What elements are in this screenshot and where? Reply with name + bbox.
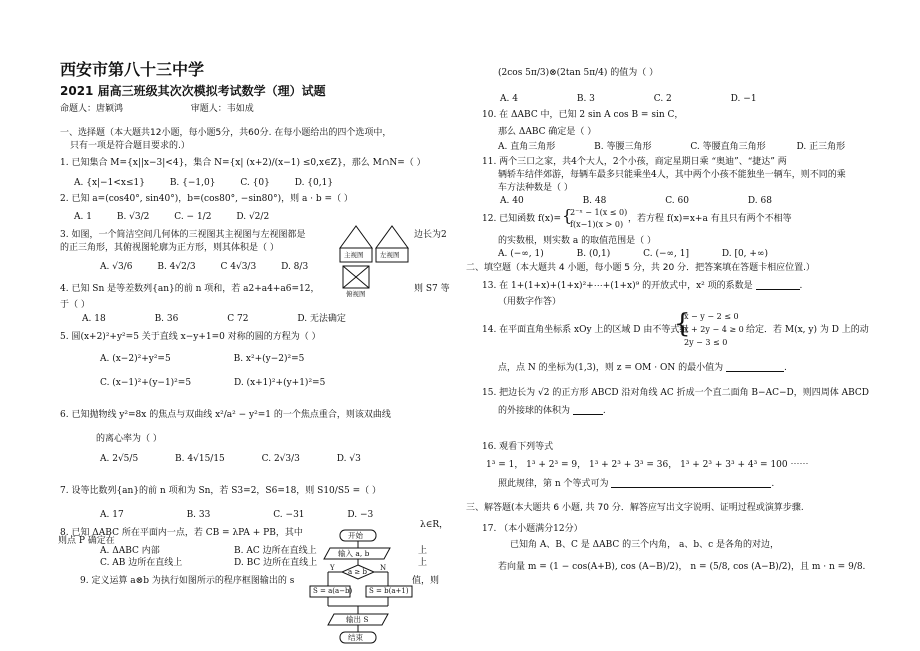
q14-sys1: x − y − 2 ≤ 0 bbox=[684, 312, 739, 321]
q8-option-b[interactable]: B. AC 边所在直线上 bbox=[234, 546, 317, 556]
q6-option-d[interactable]: D. √3 bbox=[336, 454, 361, 464]
author: 命题人：唐颖鸿 bbox=[60, 104, 124, 114]
q8-stem2: 则点 P 确定在 bbox=[58, 536, 115, 546]
q6-stem: 6. 已知抛物线 y²=8x 的焦点与双曲线 x²/a² − y²=1 的一个焦点重合，则该双曲线 bbox=[60, 410, 391, 420]
q13-note: （用数字作答） bbox=[498, 297, 562, 307]
q1-option-b[interactable]: B. {−1,0} bbox=[169, 178, 216, 188]
q14-stem2-line bbox=[498, 362, 787, 374]
q4-stem: 4. 已知 Sn 是等差数列{an}的前 n 项和，若 a2+a4+a6=12， bbox=[60, 284, 320, 294]
q1-stem: 1. 已知集合 M={x||x−3|<4}，集合 N={x| (x+2)/(x−1) ≤0,x∈Z}，那么 M∩N=（ ） bbox=[60, 158, 426, 168]
section1-heading2: 只有一项是符合题目要求的.） bbox=[70, 141, 190, 151]
q8-option-d[interactable]: D. BC 边所在直线上 bbox=[234, 558, 318, 568]
q8-stem: 8. 已知 ΔABC 所在平面内一点，若 CB = λPA + PB，其中 bbox=[60, 528, 303, 538]
q10-options bbox=[498, 142, 867, 153]
q5-option-b[interactable]: B. x²+(y−2)²=5 bbox=[233, 354, 305, 364]
q11-option-a[interactable]: A. 40 bbox=[500, 196, 524, 206]
q8-option-d-tail: 上 bbox=[418, 558, 428, 568]
q5-option-d[interactable]: D. (x+1)²+(y+1)²=5 bbox=[233, 378, 326, 388]
q9b-option-b[interactable]: B. 3 bbox=[576, 94, 595, 104]
q12-brace: { bbox=[562, 206, 573, 225]
q10-option-c[interactable]: C. 等腰直角三角形 bbox=[690, 142, 766, 152]
q12-stem-tail: ，若方程 f(x)=x+a 有且只有两个不相等 bbox=[628, 214, 792, 224]
q12-options bbox=[498, 249, 790, 260]
q1-option-c[interactable]: C. {0} bbox=[240, 178, 270, 188]
flow-end: 结束 bbox=[348, 633, 363, 642]
q9-stem: 9. 定义运算 a⊗b 为执行如图所示的程序框图输出的 s bbox=[80, 576, 295, 586]
q6-option-b[interactable]: B. 4√15/15 bbox=[175, 454, 225, 464]
q13-tail: . bbox=[799, 281, 803, 291]
q12-stem2: 的实数根，则实数 a 的取值范围是（ ） bbox=[498, 236, 656, 246]
q17-stem: 17. （本小题满分12分） bbox=[482, 524, 583, 534]
q3-stem-tail: 边长为2 bbox=[414, 230, 447, 240]
q7-option-d[interactable]: D. −3 bbox=[347, 510, 374, 520]
q3-option-a[interactable]: A. √3/6 bbox=[100, 262, 133, 272]
q2-option-a[interactable]: A. 1 bbox=[74, 212, 92, 222]
three-views-figure bbox=[338, 222, 412, 300]
q6-option-c[interactable]: C. 2√3/3 bbox=[261, 454, 300, 464]
q16-answer-blank[interactable] bbox=[611, 478, 771, 488]
q15-answer-blank[interactable] bbox=[573, 405, 603, 415]
q11-option-c[interactable]: C. 60 bbox=[665, 196, 689, 206]
q5-option-a[interactable]: A. (x−2)²+y²=5 bbox=[100, 354, 171, 364]
q16-stem2-line bbox=[498, 478, 774, 490]
q15-stem2: 的外接球的体积为 bbox=[498, 406, 571, 416]
flow-left-process: S = a(a−b) bbox=[313, 587, 353, 595]
q14-stem-tail: 给定．若 M(x, y) 为 D 上的动 bbox=[746, 325, 869, 335]
q2-option-b[interactable]: B. √3/2 bbox=[116, 212, 150, 222]
q14-answer-blank[interactable] bbox=[726, 362, 784, 372]
front-view-shape bbox=[340, 226, 372, 248]
q10-option-b[interactable]: B. 等腰三角形 bbox=[594, 142, 652, 152]
q3-options bbox=[100, 262, 330, 273]
q3-option-d[interactable]: D. 8/3 bbox=[281, 262, 309, 272]
q3-stem: 3. 如图，一个简洁空间几何体的三视图其主视图与左视图都是 bbox=[60, 230, 306, 240]
q4-option-d[interactable]: D. 无法确定 bbox=[297, 314, 346, 324]
q4-option-b[interactable]: B. 36 bbox=[154, 314, 179, 324]
q3-option-c[interactable]: C 4√3/3 bbox=[220, 262, 257, 272]
q2-stem: 2. 已知 a=(cos40°, sin40°)，b=(cos80°, −sin80°)，则 a · b =（ ） bbox=[60, 194, 353, 204]
q7-option-a[interactable]: A. 17 bbox=[100, 510, 124, 520]
q6-options bbox=[100, 454, 383, 465]
q14-stem: 14. 在平面直角坐标系 xOy 上的区域 D 由不等式组 bbox=[482, 325, 689, 335]
q16-tail: . bbox=[771, 479, 775, 489]
q1-option-d[interactable]: D. {0,1} bbox=[294, 178, 334, 188]
q4-option-a[interactable]: A. 18 bbox=[82, 314, 106, 324]
q4-option-c[interactable]: C 72 bbox=[227, 314, 249, 324]
flow-output: 输出 S bbox=[346, 615, 369, 624]
left-view-shape bbox=[376, 226, 408, 248]
q1-option-a[interactable]: A. {x|−1<x≤1} bbox=[74, 178, 145, 188]
q4-options bbox=[82, 314, 368, 325]
q14-tail: . bbox=[783, 363, 787, 373]
q9-stem-tail: 值，则 bbox=[412, 576, 440, 586]
q11-stem2: 辆轿车结伴郊游，每辆车最多只能乘坐4人，其中两个小孩不能独坐一辆车，则不同的乘 bbox=[498, 170, 846, 180]
q12-case2: f(x−1)(x > 0) bbox=[570, 220, 624, 229]
q2-options bbox=[74, 212, 291, 223]
q2-option-c[interactable]: C. − 1/2 bbox=[174, 212, 212, 222]
q8-option-c[interactable]: C. AB 边所在直线上 bbox=[100, 558, 183, 568]
q6-option-a[interactable]: A. 2√5/5 bbox=[100, 454, 139, 464]
flow-right-process: S = b(a+1) bbox=[369, 587, 409, 595]
section3-heading: 三、解答题(本大题共 6 小题, 共 70 分．解答应写出文字说明、证明过程或演算步骤. bbox=[466, 503, 804, 513]
q14-stem2: 点，点 N 的坐标为(1,3)，则 z = OM · ON 的最小值为 bbox=[498, 363, 724, 373]
flow-yes: Y bbox=[330, 564, 335, 572]
q7-stem: 7. 设等比数列{an}的前 n 项和为 Sn，若 S3=2，S6=18，则 S10/S5 =（ ） bbox=[60, 486, 381, 496]
q8-option-b-tail: 上 bbox=[418, 546, 428, 556]
q12-option-c[interactable]: C. (−∞, 1] bbox=[643, 249, 689, 259]
q12-option-d[interactable]: D. [0, +∞) bbox=[721, 249, 768, 259]
q15-stem2-line bbox=[498, 405, 606, 417]
q12-case1: 2⁻ˣ − 1(x ≤ 0) bbox=[570, 208, 628, 217]
front-view-label: 主视图 bbox=[344, 251, 364, 259]
q8-stem-tail: λ∈R， bbox=[420, 520, 449, 530]
q6-stem2: 的离心率为（ ） bbox=[96, 434, 162, 444]
q14-brace: { bbox=[674, 309, 691, 339]
flowchart bbox=[308, 528, 418, 648]
q12-stem: 12. 已知函数 f(x)= bbox=[482, 214, 562, 224]
q7-option-b[interactable]: B. 33 bbox=[186, 510, 211, 520]
q11-option-d[interactable]: D. 68 bbox=[747, 196, 772, 206]
q10-option-a[interactable]: A. 直角三角形 bbox=[498, 142, 556, 152]
q3-stem2: 的正三角形，其俯视图轮廓为正方形，则其体积是（ ） bbox=[60, 243, 279, 253]
q15-stem: 15. 把边长为 √2 的正方形 ABCD 沿对角线 AC 折成一个直二面角 B−AC−D，则四周体 ABCD bbox=[482, 388, 869, 398]
top-view-label: 俯视图 bbox=[346, 290, 366, 298]
q13-answer-blank[interactable] bbox=[756, 280, 800, 290]
q5-options-row2 bbox=[100, 378, 347, 389]
q16-stem2: 照此规律，第 n 个等式可为 bbox=[498, 479, 609, 489]
q16-equations: 1³ = 1， 1³ + 2³ = 9， 1³ + 2³ + 3³ = 36， 1³ + 2³ + 3³ + 4³ = 100 ⋯⋯ bbox=[486, 460, 809, 470]
q12-option-a[interactable]: A. (−∞, 1) bbox=[498, 249, 544, 259]
q12-option-b[interactable]: B. (0,1) bbox=[576, 249, 611, 259]
q7-options bbox=[100, 510, 395, 521]
q17-stem3: 若向量 m = (1 − cos(A+B), cos (A−B)/2)， n = (5/8, cos (A−B)/2)，且 m · n = 9/8. bbox=[498, 562, 866, 572]
q14-sys2: x + 2y − 4 ≥ 0 bbox=[684, 325, 744, 334]
q5-options-row1 bbox=[100, 354, 326, 365]
section2-heading: 二、填空题（本大题共 4 小题，每小题 5 分，共 20 分．把答案填在答题卡相应位置.） bbox=[466, 263, 815, 273]
q9b-option-c[interactable]: C. 2 bbox=[653, 94, 672, 104]
q10-stem2: 那么 ΔABC 确定是（ ） bbox=[498, 127, 597, 137]
q7-option-c[interactable]: C. −31 bbox=[273, 510, 305, 520]
q5-option-c[interactable]: C. (x−1)²+(y−1)²=5 bbox=[100, 378, 192, 388]
q15-tail: . bbox=[602, 406, 606, 416]
q3-option-b[interactable]: B. 4√2/3 bbox=[157, 262, 196, 272]
flow-condition: a ≥ b bbox=[348, 568, 367, 576]
left-view-label: 左视图 bbox=[380, 251, 400, 259]
q5-stem: 5. 圆(x+2)²+y²=5 关于直线 x−y+1=0 对称的圆的方程为（ ） bbox=[60, 332, 321, 342]
q8-option-a[interactable]: A. ΔABC 内部 bbox=[100, 546, 160, 556]
q17-stem2: 已知角 A、B、C 是 ΔABC 的三个内角， a、b、c 是各角的对边， bbox=[510, 540, 779, 550]
q9b-stem: (2cos 5π/3)⊗(2tan 5π/4) 的值为（ ） bbox=[498, 68, 659, 78]
q16-stem: 16. 观看下列等式 bbox=[482, 442, 554, 452]
q10-stem: 10. 在 ΔABC 中，已知 2 sin A cos B = sin C， bbox=[482, 110, 684, 120]
reviewer: 审题人：韦如成 bbox=[190, 104, 254, 114]
school-name: 西安市第八十三中学 bbox=[60, 60, 205, 79]
q11-stem: 11. 两个三口之家，共4个大人，2个小孩，商定星期日乘 “奥迪”、“捷达” 两 bbox=[482, 157, 787, 167]
q9b-option-d[interactable]: D. −1 bbox=[730, 94, 757, 104]
q4-stem-tail: 则 S7 等 bbox=[414, 284, 450, 294]
q10-option-d[interactable]: D. 正三角形 bbox=[796, 142, 846, 152]
q13-stem: 13. 在 1+(1+x)+(1+x)²+⋯+(1+x)⁹ 的开放式中，x² 项的系数是 bbox=[482, 281, 753, 291]
q1-options bbox=[74, 178, 355, 189]
q11-option-b[interactable]: B. 48 bbox=[582, 196, 607, 206]
flow-no: N bbox=[380, 564, 387, 572]
flow-start: 开始 bbox=[348, 531, 363, 540]
q13-stem-line bbox=[482, 280, 802, 292]
q14-sys3: 2y − 3 ≤ 0 bbox=[684, 338, 728, 347]
q11-options bbox=[500, 196, 794, 207]
section1-heading: 一、选择题（本大题共12小题，每小题5分，共60分. 在每小题给出的四个选项中， bbox=[60, 128, 392, 138]
q9b-option-a[interactable]: A. 4 bbox=[500, 94, 518, 104]
flow-input: 输入 a, b bbox=[338, 549, 370, 558]
q4-stem2: 于（ ） bbox=[60, 300, 90, 310]
exam-title: 2021 届高三班级其次次模拟考试数学（理）试题 bbox=[60, 84, 326, 98]
q9b-options bbox=[500, 94, 779, 105]
q11-stem3: 车方法种数是（ ） bbox=[498, 183, 573, 193]
q2-option-d[interactable]: D. √2/2 bbox=[236, 212, 270, 222]
author-line bbox=[60, 104, 254, 115]
